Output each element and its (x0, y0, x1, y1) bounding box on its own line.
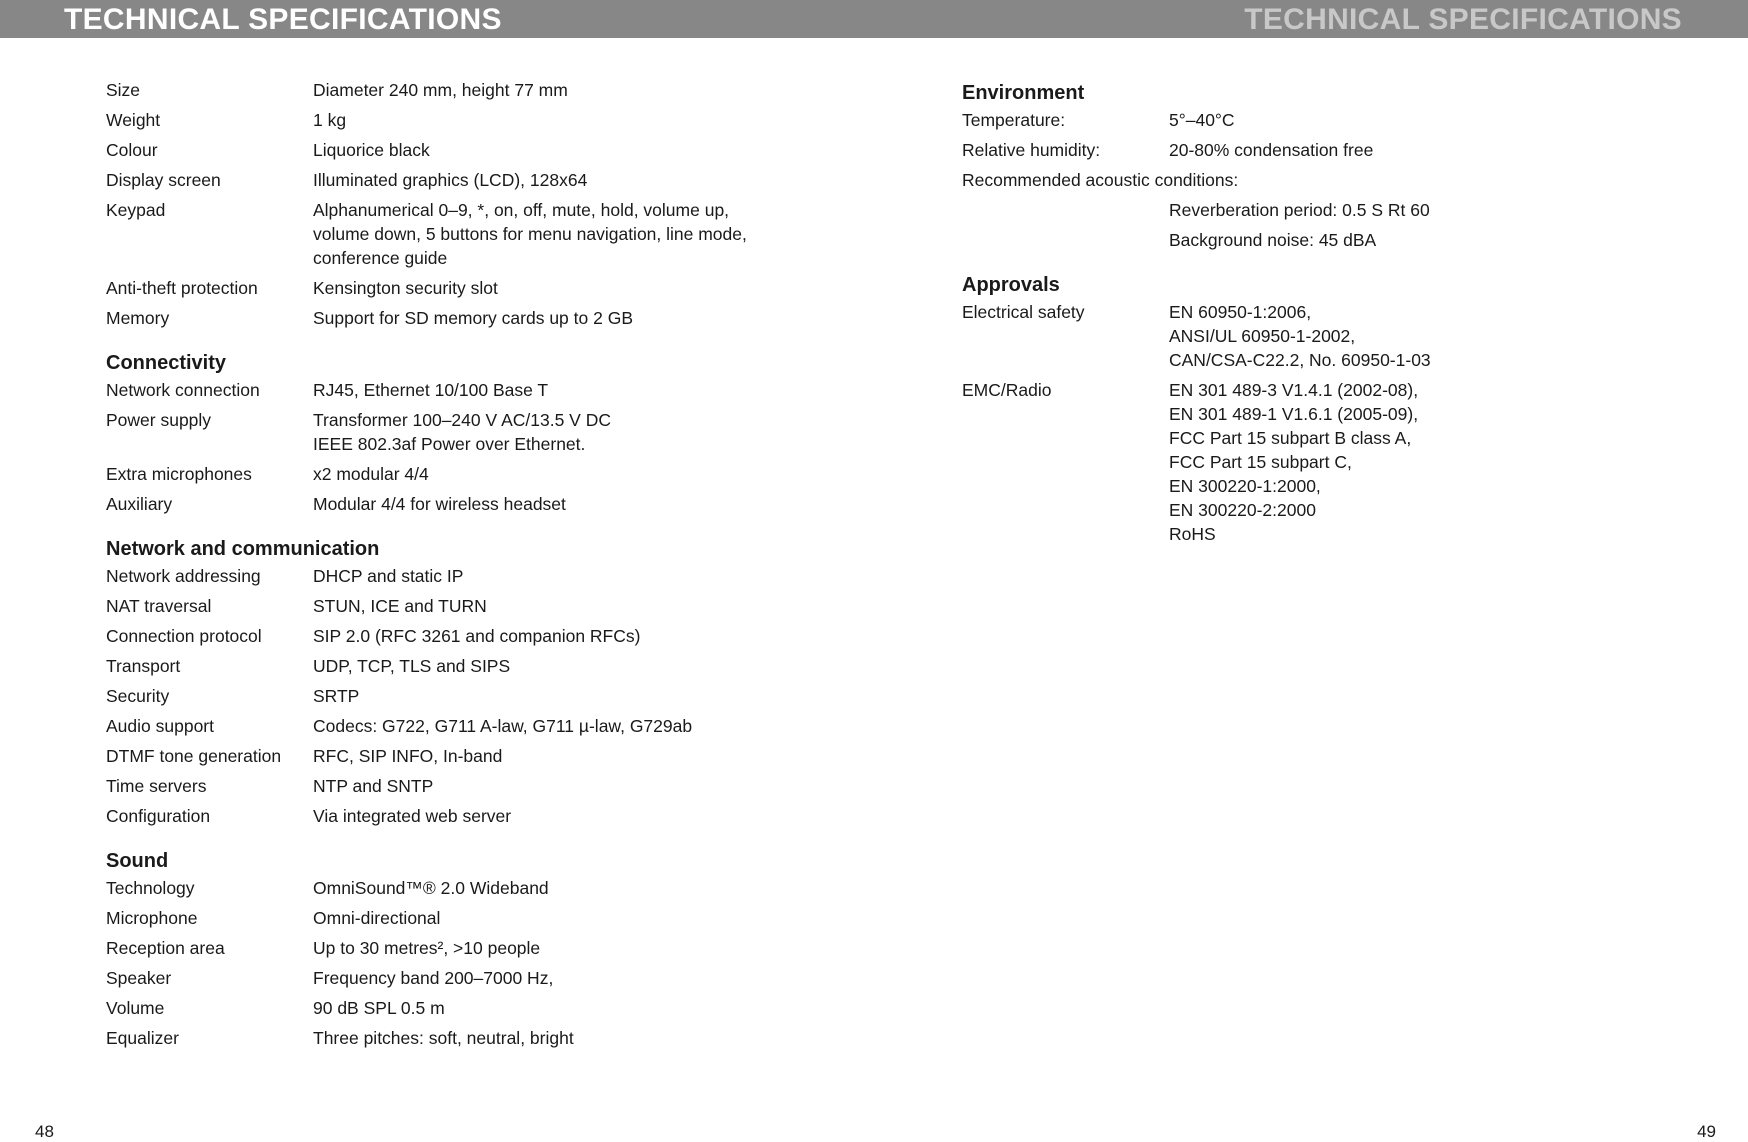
spec-label: Size (106, 80, 141, 100)
spec-value (313, 168, 806, 192)
spec-value (313, 564, 806, 588)
spec-value-line: Up to 30 metres², >10 people (313, 938, 541, 958)
spec-value-line: RoHS (1169, 524, 1216, 544)
spec-value-line: EN 60950-1:2006, (1169, 302, 1312, 322)
network-section (106, 534, 806, 828)
page-title-left: TECHNICAL SPECIFICATIONS (64, 3, 502, 36)
spec-value-line: SIP 2.0 (RFC 3261 and companion RFCs) (313, 626, 641, 646)
spec-label: Configuration (106, 806, 211, 826)
spec-row (106, 78, 806, 102)
spec-label: Volume (106, 998, 165, 1018)
sound-section (106, 846, 806, 1050)
spec-row (106, 654, 806, 678)
spec-value (313, 462, 806, 486)
spec-value-line: FCC Part 15 subpart B class A, (1169, 428, 1412, 448)
spec-label: Memory (106, 308, 170, 328)
spec-value (313, 492, 806, 516)
page-number-left: 48 (35, 1122, 54, 1141)
spec-value-line: Alphanumerical 0–9, *, on, off, mute, hold, volume up, (313, 200, 730, 220)
spec-label: Extra microphones (106, 464, 252, 484)
spec-value (313, 906, 806, 930)
spec-value-line: Support for SD memory cards up to 2 GB (313, 308, 633, 328)
spec-value-line: OmniSound™® 2.0 Wideband (313, 878, 549, 898)
spec-row (106, 936, 806, 960)
spec-label: Equalizer (106, 1028, 179, 1048)
acoustic-item (962, 198, 1662, 222)
spec-row (962, 378, 1662, 546)
indent-spacer (962, 198, 1169, 222)
spec-value (313, 966, 806, 990)
spec-label: Colour (106, 140, 158, 160)
spec-row (106, 996, 806, 1020)
spec-value (313, 624, 806, 648)
spec-value (313, 654, 806, 678)
spec-label: Electrical safety (962, 302, 1085, 322)
spec-value (313, 876, 806, 900)
spec-value (1169, 108, 1662, 132)
acoustic-list (962, 198, 1662, 252)
section-title: Environment (962, 82, 1085, 104)
spec-row (106, 108, 806, 132)
spec-value-line: ANSI/UL 60950-1-2002, (1169, 326, 1356, 346)
spec-value-line: volume down, 5 buttons for menu navigation, line mode, (313, 224, 747, 244)
spec-value-line: Three pitches: soft, neutral, bright (313, 1028, 574, 1048)
spec-value (1169, 138, 1662, 162)
spec-value-line: SRTP (313, 686, 360, 706)
spec-value-line: Modular 4/4 for wireless headset (313, 494, 566, 514)
spec-value (313, 684, 806, 708)
spec-row (106, 906, 806, 930)
spec-value-line: EN 300220-1:2000, (1169, 476, 1321, 496)
spec-value-line: Frequency band 200–7000 Hz, (313, 968, 554, 988)
spec-value-line: 1 kg (313, 110, 347, 130)
spec-label: EMC/Radio (962, 380, 1052, 400)
spec-row (962, 300, 1662, 372)
spec-value-line: RJ45, Ethernet 10/100 Base T (313, 380, 549, 400)
spec-label: Display screen (106, 170, 221, 190)
spec-value (313, 1026, 806, 1050)
indent-spacer (962, 228, 1169, 252)
general-specs (106, 78, 806, 330)
acoustic-item (962, 228, 1662, 252)
approvals-section (962, 270, 1662, 546)
spec-row (106, 744, 806, 768)
spec-value-line: RFC, SIP INFO, In-band (313, 746, 503, 766)
spec-value (313, 78, 806, 102)
spec-value-line: Via integrated web server (313, 806, 512, 826)
spec-value (313, 276, 806, 300)
spec-label: Network connection (106, 380, 260, 400)
spec-label: Microphone (106, 908, 198, 928)
spec-row (106, 276, 806, 300)
spec-row (106, 1026, 806, 1050)
spec-label: Audio support (106, 716, 214, 736)
page-number-right: 49 (1697, 1122, 1716, 1141)
acoustic-item-text: Reverberation period: 0.5 S Rt 60 (1169, 200, 1430, 220)
spec-value-line: Codecs: G722, G711 A-law, G711 µ-law, G729ab (313, 716, 693, 736)
spec-value-line: 5°–40°C (1169, 110, 1235, 130)
spec-value (1169, 378, 1662, 546)
spec-value (313, 774, 806, 798)
spec-row (106, 684, 806, 708)
spec-label: Anti-theft protection (106, 278, 258, 298)
spec-value-line: FCC Part 15 subpart C, (1169, 452, 1352, 472)
spec-row (106, 378, 806, 402)
spec-value (313, 744, 806, 768)
spec-label: Technology (106, 878, 195, 898)
spec-row (106, 408, 806, 456)
spec-row (106, 804, 806, 828)
spec-value-line: NTP and SNTP (313, 776, 434, 796)
spec-label: Connection protocol (106, 626, 262, 646)
spec-label: Network addressing (106, 566, 261, 586)
spec-value-line: STUN, ICE and TURN (313, 596, 487, 616)
spec-value (313, 198, 806, 270)
spec-value (313, 594, 806, 618)
spec-row (106, 138, 806, 162)
spec-value-line: UDP, TCP, TLS and SIPS (313, 656, 511, 676)
spec-value-line: EN 300220-2:2000 (1169, 500, 1316, 520)
spec-value (313, 378, 806, 402)
left-column (106, 78, 806, 1056)
spec-row (962, 138, 1662, 162)
spec-row (106, 564, 806, 588)
spec-value-line: DHCP and static IP (313, 566, 464, 586)
spec-value (313, 408, 806, 456)
spec-value-line: Diameter 240 mm, height 77 mm (313, 80, 568, 100)
spec-value (313, 936, 806, 960)
spec-value-line: IEEE 802.3af Power over Ethernet. (313, 434, 586, 454)
right-column (962, 78, 1662, 552)
spec-value-line: Illuminated graphics (LCD), 128x64 (313, 170, 588, 190)
page-title-right: TECHNICAL SPECIFICATIONS (1244, 3, 1682, 36)
spec-row (962, 108, 1662, 132)
environment-section (962, 78, 1662, 252)
spec-value-line: Omni-directional (313, 908, 441, 928)
spec-value-line: EN 301 489-1 V1.6.1 (2005-09), (1169, 404, 1419, 424)
spec-value (313, 804, 806, 828)
spec-label: Security (106, 686, 170, 706)
spec-row (106, 594, 806, 618)
acoustic-item-text: Background noise: 45 dBA (1169, 230, 1377, 250)
spec-row (106, 198, 806, 270)
spec-value-line: Transformer 100–240 V AC/13.5 V DC (313, 410, 611, 430)
spec-label: NAT traversal (106, 596, 212, 616)
spec-row (106, 876, 806, 900)
section-title: Connectivity (106, 352, 227, 374)
spec-value (313, 996, 806, 1020)
spec-row (106, 168, 806, 192)
spec-value-line: Kensington security slot (313, 278, 498, 298)
spec-value (313, 108, 806, 132)
spec-label: Time servers (106, 776, 207, 796)
section-title: Network and communication (106, 538, 380, 560)
spec-value-line: conference guide (313, 248, 448, 268)
spec-row (106, 492, 806, 516)
spec-label: Keypad (106, 200, 166, 220)
spec-label: Transport (106, 656, 181, 676)
spec-row (106, 462, 806, 486)
spec-value-line: 90 dB SPL 0.5 m (313, 998, 445, 1018)
spec-label: Relative humidity: (962, 140, 1101, 160)
spec-label: DTMF tone generation (106, 746, 282, 766)
spec-value-line: EN 301 489-3 V1.4.1 (2002-08), (1169, 380, 1419, 400)
spec-value (313, 138, 806, 162)
connectivity-section (106, 348, 806, 516)
spec-row (106, 714, 806, 738)
spec-value-line: Liquorice black (313, 140, 430, 160)
spec-row (106, 966, 806, 990)
spec-row (106, 624, 806, 648)
spec-value-line: CAN/CSA-C22.2, No. 60950-1-03 (1169, 350, 1431, 370)
spec-value (313, 714, 806, 738)
section-title: Sound (106, 850, 169, 872)
spec-label: Reception area (106, 938, 225, 958)
spec-row (106, 306, 806, 330)
spec-label: Auxiliary (106, 494, 173, 514)
section-title: Approvals (962, 274, 1060, 296)
spec-value-line: x2 modular 4/4 (313, 464, 429, 484)
acoustic-label: Recommended acoustic conditions: (962, 170, 1239, 190)
spec-value-line: 20-80% condensation free (1169, 140, 1374, 160)
spec-value (1169, 300, 1662, 372)
spec-value (313, 306, 806, 330)
spec-label: Weight (106, 110, 161, 130)
spec-label: Temperature: (962, 110, 1066, 130)
spec-label: Power supply (106, 410, 212, 430)
spec-row (106, 774, 806, 798)
spec-label: Speaker (106, 968, 172, 988)
